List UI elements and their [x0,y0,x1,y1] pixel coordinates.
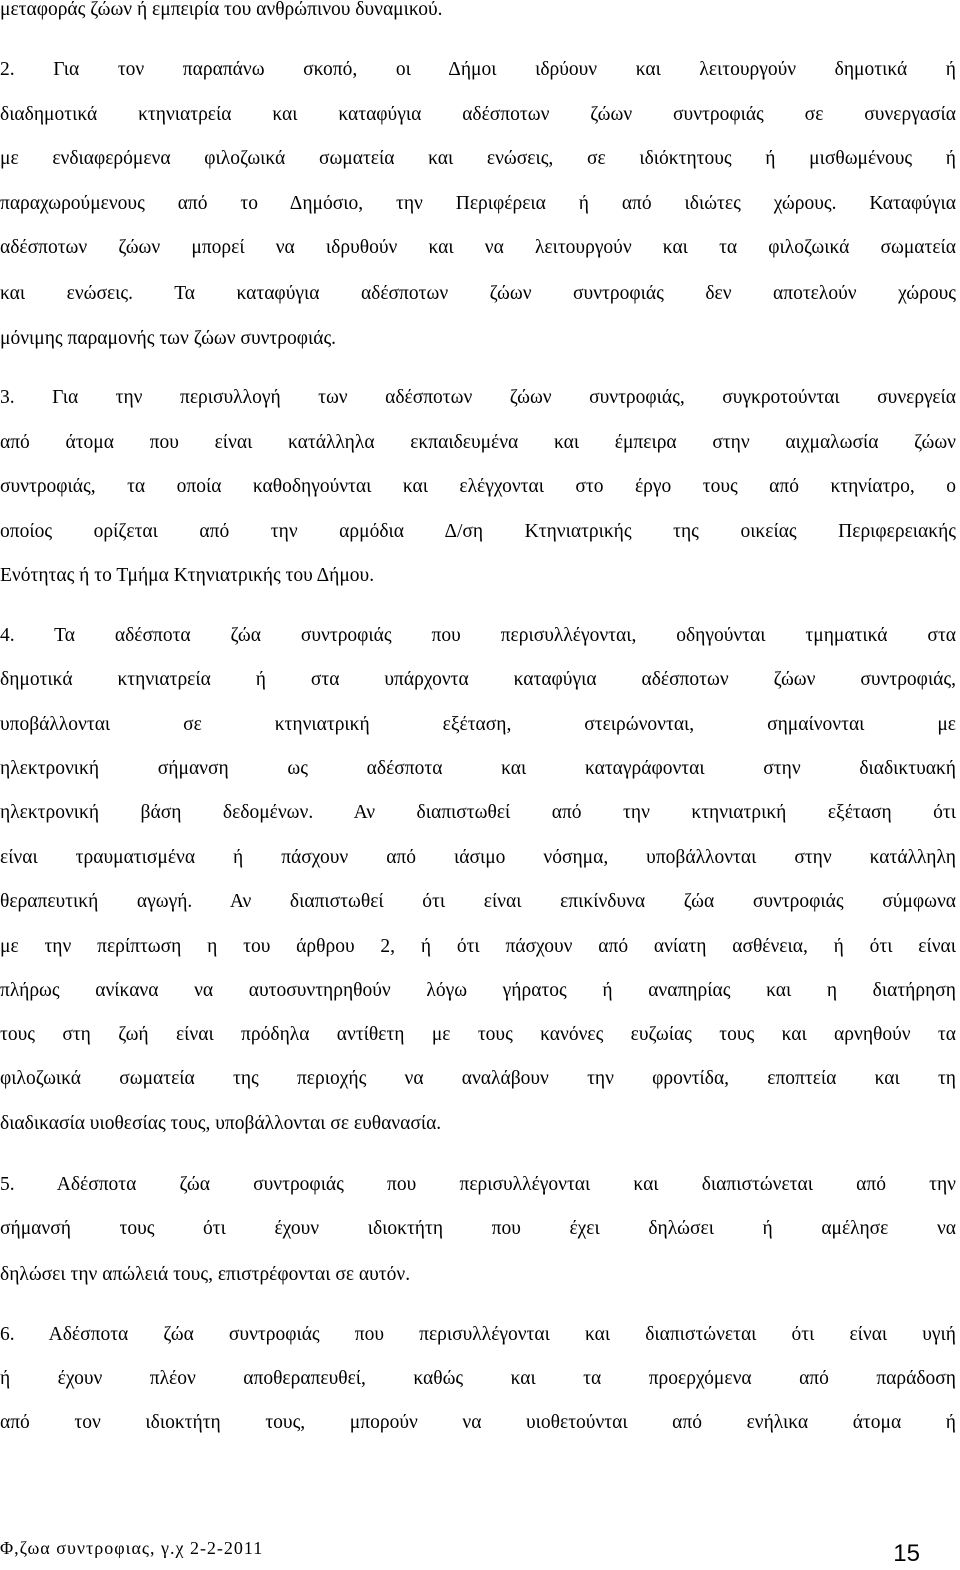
text-line: τους στη ζωή είναι πρόδηλα αντίθετη με τους κανόνες ευζωίας τους και αρνηθούν τα [0,1024,956,1045]
text-line: υποβάλλονται σε κτηνιατρική εξέταση, στειρώνονται, σημαίνονται με [0,714,956,735]
text-line: ή έχουν πλέον αποθεραπευθεί, καθώς και τα προερχόμενα από παράδοση [0,1368,956,1389]
text-line: παραχωρούμενους από το Δημόσιο, την Περιφέρεια ή από ιδιώτες χώρους. Καταφύγια [0,193,956,214]
text-line: αδέσποτων ζώων μπορεί να ιδρυθούν και να λειτουργούν και τα φιλοζωικά σωματεία [0,237,956,258]
text-line: είναι τραυματισμένα ή πάσχουν από ιάσιμο νόσημα, υποβάλλονται στην κατάλληλη [0,847,956,868]
text-line: σήμανσή τους ότι έχουν ιδιοκτήτη που έχει δηλώσει ή αμέλησε να [0,1218,956,1239]
text-line: μόνιμης παραμονής των ζώων συντροφιάς. [0,328,337,349]
text-line: Ενότητας ή το Τμήμα Κτηνιατρικής του Δήμου. [0,565,375,586]
text-line: οποίος ορίζεται από την αρμόδια Δ/ση Κτηνιατρικής της οικείας Περιφερειακής [0,521,956,542]
text-line: φιλοζωικά σωματεία της περιοχής να αναλάβουν την φροντίδα, εποπτεία και τη [0,1068,956,1089]
text-line: διαδημοτικά κτηνιατρεία και καταφύγια αδέσποτων ζώων συντροφιάς σε συνεργασία [0,104,956,125]
text-line: από άτομα που είναι κατάλληλα εκπαιδευμένα και έμπειρα στην αιχμαλωσία ζώων [0,432,956,453]
text-line: 3. Για την περισυλλογή των αδέσποτων ζώων συντροφιάς, συγκροτούνται συνεργεία [0,387,956,408]
text-line: θεραπευτική αγωγή. Αν διαπιστωθεί ότι είναι επικίνδυνα ζώα συντροφιάς σύμφωνα [0,891,956,912]
text-line: 6. Αδέσποτα ζώα συντροφιάς που περισυλλέγονται και διαπιστώνεται ότι είναι υγιή [0,1324,956,1345]
text-line: πλήρως ανίκανα να αυτοσυντηρηθούν λόγω γήρατος ή αναπηρίας και η διατήρηση [0,980,956,1001]
footer-text: Φ,ζωα συντροφιας, γ.χ 2-2-2011 [0,1538,264,1558]
text-line: 5. Αδέσποτα ζώα συντροφιάς που περισυλλέγονται και διαπιστώνεται από την [0,1174,956,1195]
text-line: με ενδιαφερόμενα φιλοζωικά σωματεία και ενώσεις, σε ιδιόκτητους ή μισθωμένους ή [0,148,956,169]
text-line: από τον ιδιοκτήτη τους, μπορούν να υιοθετούνται από ενήλικα άτομα ή [0,1412,956,1433]
text-line: με την περίπτωση η του άρθρου 2, ή ότι πάσχουν από ανίατη ασθένεια, ή ότι είναι [0,936,956,957]
text-line: και ενώσεις. Τα καταφύγια αδέσποτων ζώων συντροφιάς δεν αποτελούν χώρους [0,283,956,304]
text-line: συντροφιάς, τα οποία καθοδηγούνται και ελέγχονται στο έργο τους από κτηνίατρο, ο [0,476,956,497]
text-line: 4. Τα αδέσποτα ζώα συντροφιάς που περισυλλέγονται, οδηγούνται τμηματικά στα [0,625,956,646]
text-line: ηλεκτρονική βάση δεδομένων. Αν διαπιστωθεί από την κτηνιατρική εξέταση ότι [0,802,956,823]
text-line: 2. Για τον παραπάνω σκοπό, οι Δήμοι ιδρύουν και λειτουργούν δημοτικά ή [0,59,956,80]
text-line: ηλεκτρονική σήμανση ως αδέσποτα και καταγράφονται στην διαδικτυακή [0,758,956,779]
page-number: 15 [893,1540,920,1567]
text-line: δημοτικά κτηνιατρεία ή στα υπάρχοντα καταφύγια αδέσποτων ζώων συντροφιάς, [0,669,956,690]
text-line: δηλώσει την απώλειά τους, επιστρέφονται σε αυτόν. [0,1264,411,1285]
text-line: μεταφοράς ζώων ή εμπειρία του ανθρώπινου δυναμικού. [0,0,443,20]
text-line: διαδικασία υιοθεσίας τους, υποβάλλονται σε ευθανασία. [0,1113,442,1134]
